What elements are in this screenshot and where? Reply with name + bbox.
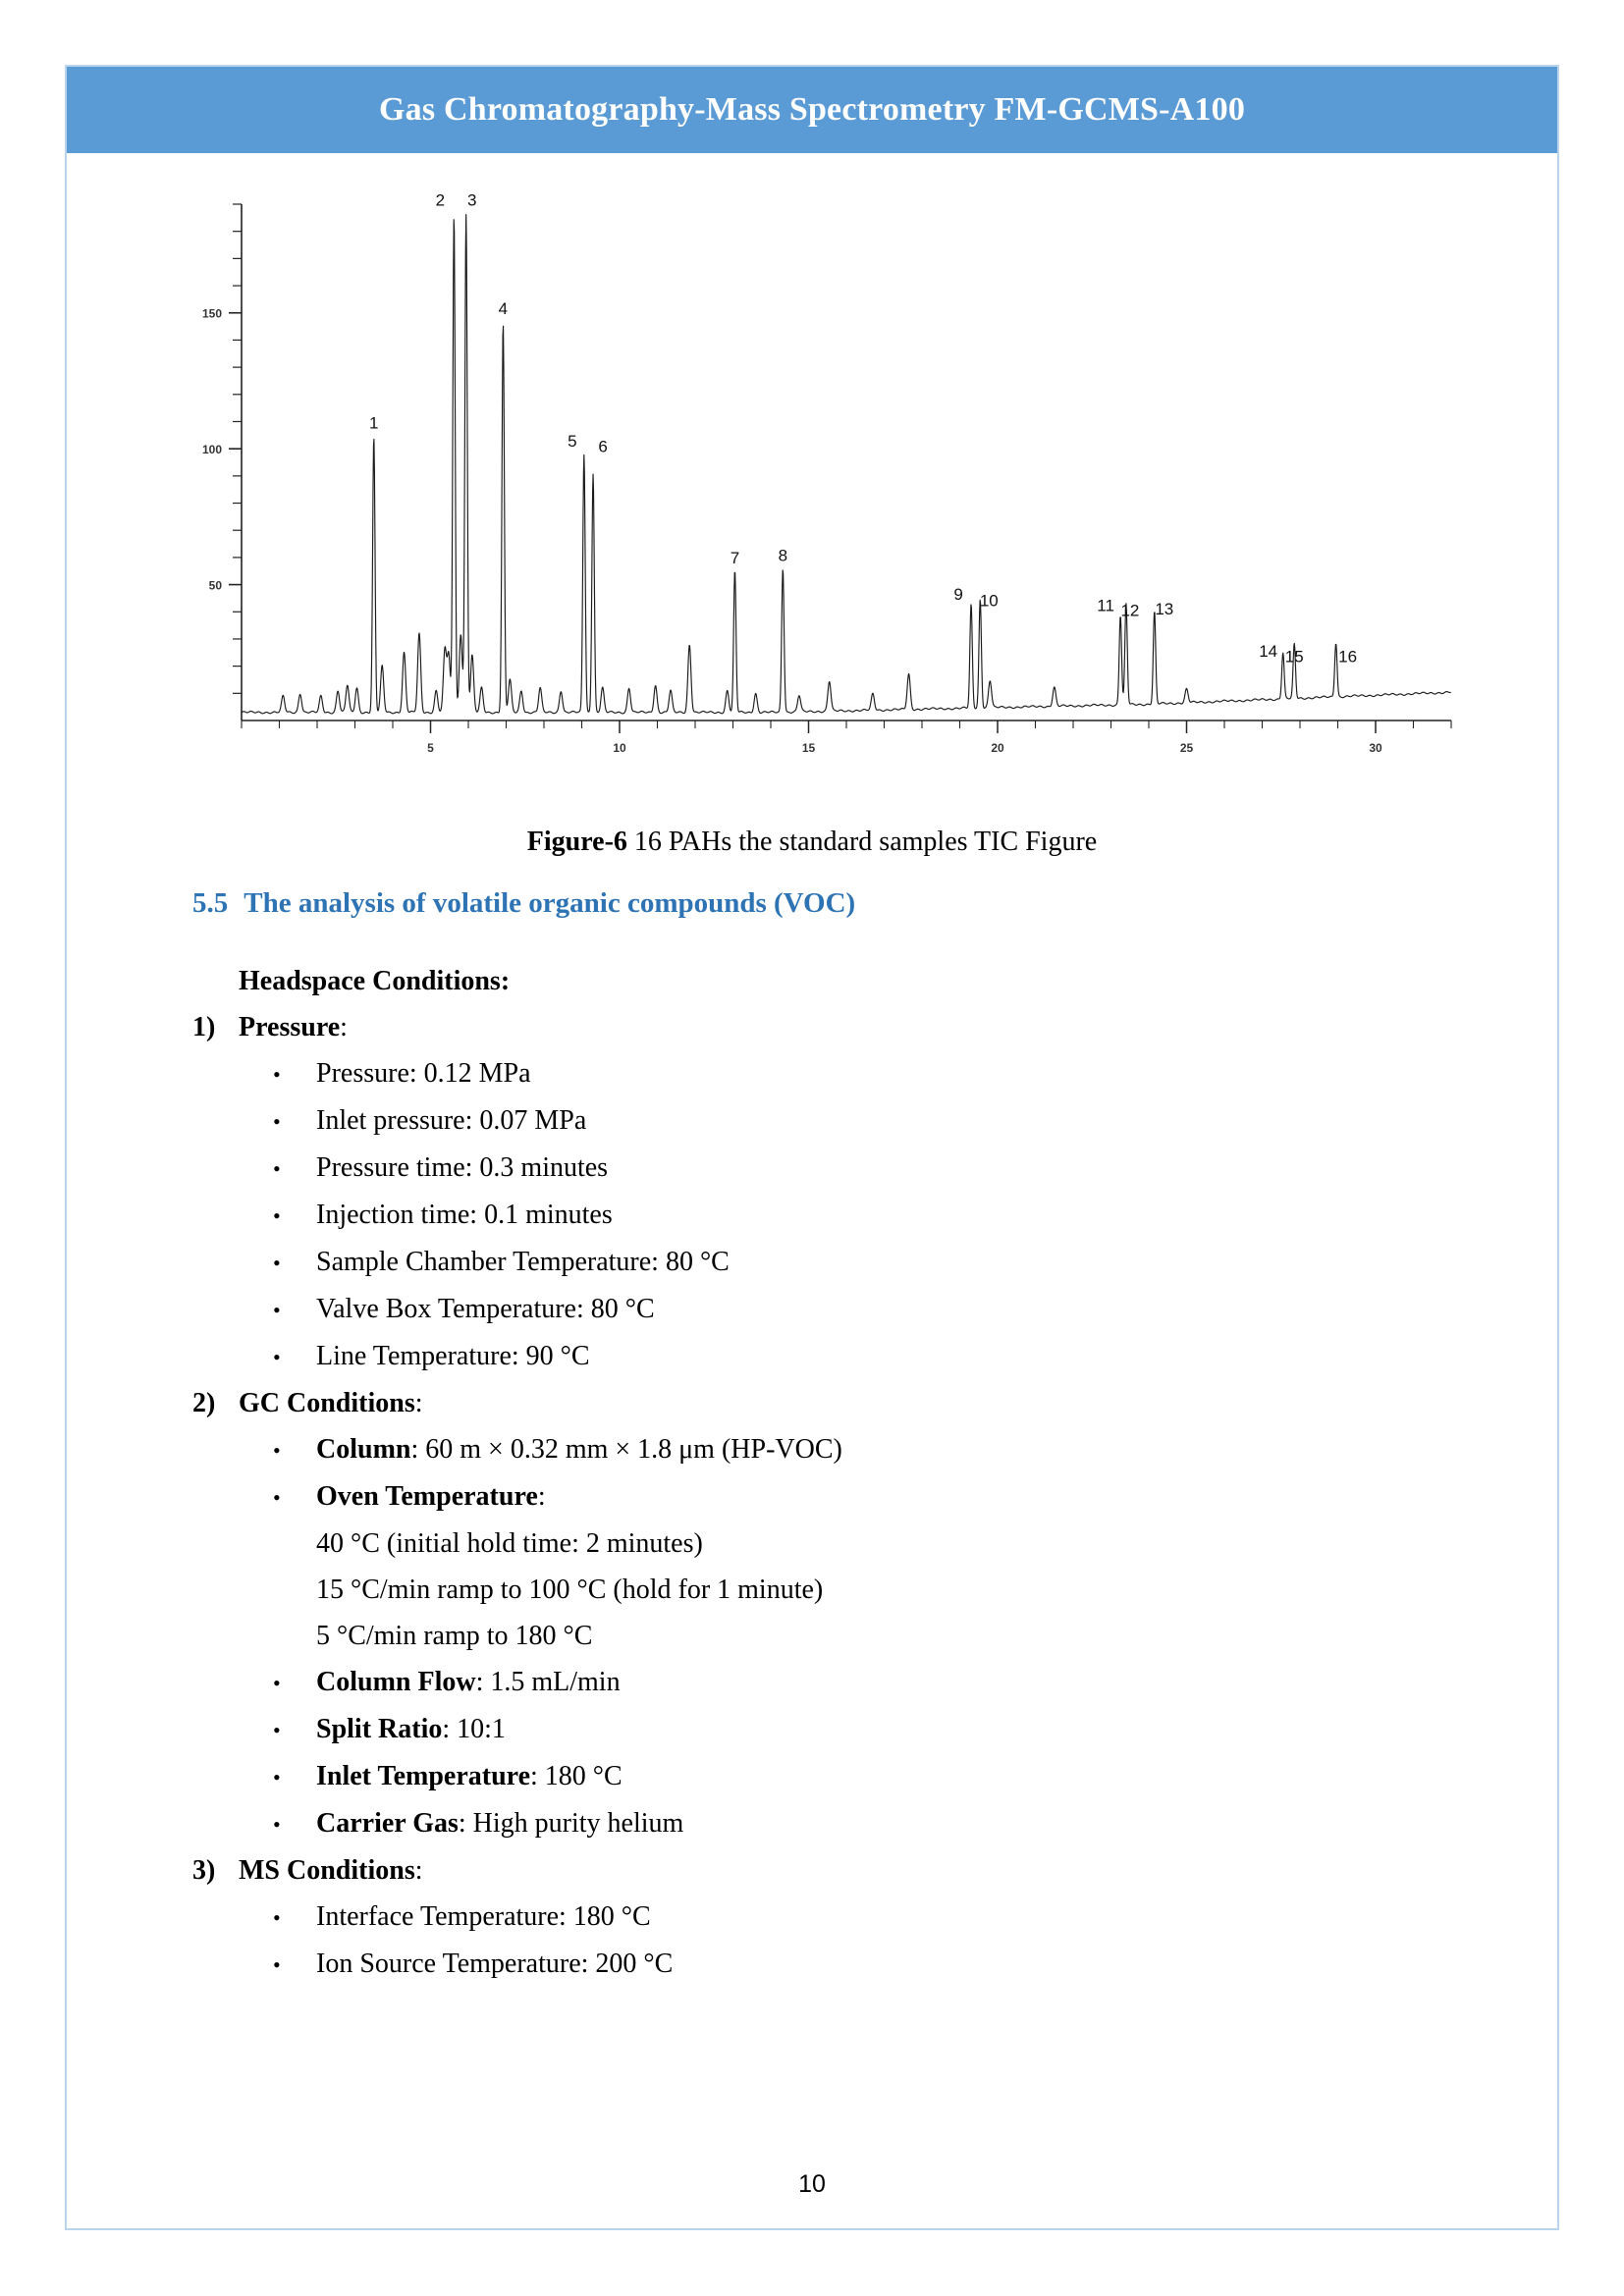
list-item <box>273 1097 1557 1145</box>
list-item-text: Pressure: 0.12 MPa <box>316 1058 531 1089</box>
bullet-icon: • <box>273 1156 281 1181</box>
peak-label-12: 12 <box>1120 601 1140 620</box>
list-item-text: Oven Temperature: <box>316 1481 546 1512</box>
group-marker: 3) <box>192 1855 216 1886</box>
list-item-text: Split Ratio: 10:1 <box>316 1714 506 1744</box>
x-tick-label: 10 <box>613 741 626 755</box>
bullet-icon: • <box>273 1485 281 1510</box>
x-tick-label: 25 <box>1179 741 1194 755</box>
list-item <box>273 1050 1557 1097</box>
group-marker: 2) <box>192 1388 216 1418</box>
peak-label-1: 1 <box>369 413 379 433</box>
group-label: GC Conditions: <box>239 1388 423 1418</box>
conditions-body <box>67 958 1557 1988</box>
list-item-label: Oven Temperature <box>316 1481 538 1512</box>
list-item-text: Line Temperature: 90 °C <box>316 1341 590 1371</box>
bullet-icon: • <box>273 1251 281 1275</box>
list-item <box>273 1659 1557 1706</box>
peak-label-4: 4 <box>498 299 509 319</box>
peak-label-3: 3 <box>466 190 477 210</box>
peak-label-15: 15 <box>1284 647 1304 667</box>
tic-chromatogram-plot <box>185 190 1461 799</box>
list-item <box>273 1706 1557 1753</box>
list-item-text: Valve Box Temperature: 80 °C <box>316 1294 655 1324</box>
oven-program-line: 15 °C/min ramp to 100 °C (hold for 1 minute) <box>316 1575 824 1605</box>
bullet-icon: • <box>273 1671 281 1695</box>
list-item-text: Carrier Gas: High purity helium <box>316 1808 684 1839</box>
figure-caption-label: Figure-6 <box>526 827 627 857</box>
bullet-icon: • <box>273 1203 281 1228</box>
x-tick-label: 15 <box>801 741 816 755</box>
page-content <box>67 153 1557 2228</box>
list-item-text: Ion Source Temperature: 200 °C <box>316 1949 674 1979</box>
conditions-group-heading <box>192 1004 1557 1050</box>
list-item <box>273 1239 1557 1286</box>
bullet-icon: • <box>273 1812 281 1837</box>
peak-label-14: 14 <box>1259 641 1278 661</box>
figure-caption-text: 16 PAHs the standard samples TIC Figure <box>626 827 1098 857</box>
list-item <box>273 1800 1557 1847</box>
list-item-text: Pressure time: 0.3 minutes <box>316 1152 609 1183</box>
document-page <box>65 65 1559 2230</box>
list-item-text: Column Flow: 1.5 mL/min <box>316 1667 621 1697</box>
y-tick-label: 150 <box>201 306 222 321</box>
bullet-icon: • <box>273 1109 281 1134</box>
list-item <box>273 1941 1557 1988</box>
list-item <box>273 1333 1557 1380</box>
bullet-icon: • <box>273 1765 281 1789</box>
list-item-text: Inlet Temperature: 180 °C <box>316 1761 623 1791</box>
figure-caption <box>67 827 1557 858</box>
list-item-text: Injection time: 0.1 minutes <box>316 1200 613 1230</box>
peak-label-7: 7 <box>730 549 740 568</box>
conditions-bullet-list <box>67 1426 1557 1847</box>
list-item <box>273 1192 1557 1239</box>
list-item-label: Column <box>316 1434 411 1465</box>
x-tick-label: 5 <box>427 741 434 755</box>
list-item-label: Inlet Temperature <box>316 1761 531 1791</box>
list-item-label: Column Flow <box>316 1667 476 1697</box>
peak-label-8: 8 <box>778 546 788 565</box>
list-item-text: Inlet pressure: 0.07 MPa <box>316 1105 587 1136</box>
bullet-icon: • <box>273 1718 281 1742</box>
bullet-icon: • <box>273 1062 281 1087</box>
peak-label-9: 9 <box>953 584 963 604</box>
x-tick-label: 30 <box>1369 741 1382 755</box>
list-item <box>273 1753 1557 1800</box>
bullet-icon: • <box>273 1298 281 1322</box>
x-tick-label: 20 <box>991 741 1004 755</box>
list-item-text: Column: 60 m × 0.32 mm × 1.8 μm (HP-VOC) <box>316 1434 842 1465</box>
list-item <box>273 1286 1557 1333</box>
chromatogram-figure <box>185 190 1461 819</box>
page-header-band <box>67 67 1557 153</box>
group-marker: 1) <box>192 1012 216 1042</box>
list-item <box>273 1894 1557 1941</box>
list-item <box>273 1426 1557 1473</box>
bullet-icon: • <box>273 1905 281 1930</box>
list-item <box>273 1473 1557 1521</box>
bullet-icon: • <box>273 1345 281 1369</box>
list-item <box>273 1145 1557 1192</box>
peak-label-13: 13 <box>1155 599 1174 618</box>
y-tick-label: 100 <box>201 443 222 457</box>
conditions-bullet-list <box>67 1050 1557 1380</box>
conditions-group-list <box>67 1004 1557 1988</box>
bullet-icon: • <box>273 1438 281 1463</box>
tic-trace <box>242 215 1451 714</box>
oven-program-line: 5 °C/min ramp to 180 °C <box>316 1621 593 1651</box>
page-title: Gas Chromatography-Mass Spectrometry FM-GCMS-A100 <box>378 91 1246 128</box>
conditions-group-heading <box>192 1380 1557 1426</box>
bullet-icon: • <box>273 1952 281 1977</box>
oven-program-line: 40 °C (initial hold time: 2 minutes) <box>316 1528 703 1559</box>
peak-label-16: 16 <box>1338 647 1358 667</box>
group-label-suffix: : <box>414 1388 423 1418</box>
list-item-text: Sample Chamber Temperature: 80 °C <box>316 1247 730 1277</box>
section-number: 5.5 <box>192 887 229 919</box>
list-item-label: Carrier Gas <box>316 1808 459 1839</box>
peak-label-11: 11 <box>1097 596 1114 615</box>
y-tick-label: 50 <box>208 578 222 593</box>
list-item-label: Split Ratio <box>316 1714 443 1744</box>
section-title: The analysis of volatile organic compounds (VOC) <box>244 887 856 919</box>
list-item-text: Interface Temperature: 180 °C <box>316 1901 651 1932</box>
peak-label-2: 2 <box>435 190 446 210</box>
page-number: 10 <box>798 2170 826 2198</box>
peak-label-10: 10 <box>979 591 999 611</box>
peak-label-6: 6 <box>598 437 608 456</box>
group-label: Pressure: <box>239 1012 348 1042</box>
headspace-conditions-subheading: Headspace Conditions: <box>239 966 511 996</box>
group-label: MS Conditions: <box>239 1855 423 1886</box>
conditions-group-heading <box>192 1847 1557 1894</box>
group-label-suffix: : <box>414 1855 423 1886</box>
peak-label-5: 5 <box>568 432 577 451</box>
conditions-bullet-list <box>67 1894 1557 1988</box>
group-label-suffix: : <box>340 1012 348 1042</box>
section-heading <box>192 887 1469 920</box>
